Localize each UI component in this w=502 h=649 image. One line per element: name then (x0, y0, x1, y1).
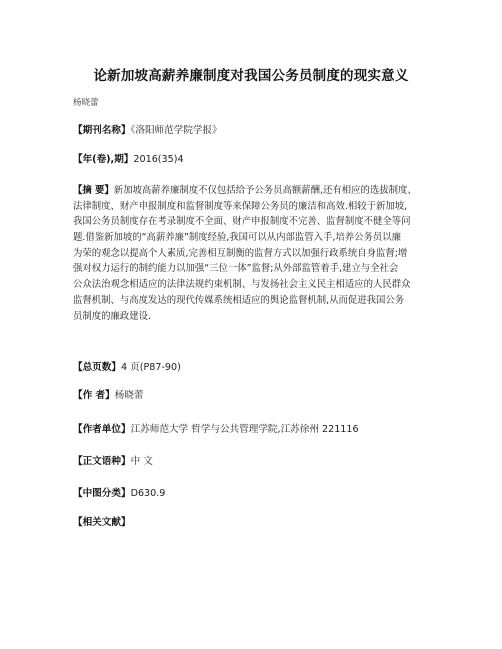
language-value: 中 文 (130, 456, 153, 467)
year-issue-value: 2016(35)4 (133, 154, 184, 165)
abstract-line (73, 183, 435, 199)
abstract-label: 【摘 要】 (73, 185, 114, 196)
clc-value: D630.9 (130, 488, 166, 499)
clc-field (73, 487, 433, 501)
year-issue-field (73, 153, 433, 167)
document-title: 论新加坡高薪养廉制度对我国公务员制度的现实意义 (93, 68, 409, 84)
author-label: 【作 者】 (73, 390, 115, 401)
journal-field (73, 124, 433, 138)
pages-value: 4 页(P87-90) (120, 362, 181, 373)
journal-value: 《洛阳师范学院学报》 (130, 125, 222, 136)
abstract-line: 员制度的廉政建设. (73, 310, 151, 322)
abstract-line: 我国公务员制度存在考录制度不全面、财产申报制度不完善、监督制度不健全等问 (73, 216, 411, 228)
abstract-line: 法律制度、财产申报制度和监督制度等来保障公务员的廉洁和高效.相较于新加坡, (73, 200, 408, 212)
language-field (73, 455, 433, 469)
author-field (73, 389, 433, 403)
abstract-line: 强对权力运行的制约能力以加强“三位一体”监督;从外部监管着手,建立与全社会 (73, 263, 399, 275)
abstract-line: 监督机制、与高度发达的现代传媒系统相适应的舆论监督机制,从而促进我国公务 (73, 294, 405, 306)
abstract-line: 公众法治观念相适应的法律法规约束机制、与发扬社会主义民主相适应的人民群众 (73, 279, 411, 291)
pages-field (73, 361, 433, 375)
affiliation-field (73, 423, 433, 437)
language-label: 【正文语种】 (73, 456, 131, 467)
related-field (73, 516, 433, 530)
affiliation-label: 【作者单位】 (73, 424, 131, 435)
author-byline: 杨晓蕾 (73, 98, 99, 108)
affiliation-value: 江苏师范大学 哲学与公共管理学院,江苏徐州 221116 (130, 424, 359, 435)
pages-label: 【总页数】 (73, 362, 121, 373)
abstract-line-text: 新加坡高薪养廉制度不仅包括给予公务员高额薪酬,还有相应的选拔制度、 (113, 185, 417, 196)
abstract-block (73, 183, 435, 324)
abstract-line: 题.借鉴新加坡的“高薪养廉”制度经验,我国可以从内部监管入手,培养公务员以廉 (73, 232, 402, 244)
related-label: 【相关文献】 (73, 517, 131, 528)
clc-label: 【中图分类】 (73, 488, 131, 499)
journal-label: 【期刊名称】 (73, 125, 131, 136)
abstract-line: 为荣的观念以提高个人素质,完善相互制衡的监督方式以加强行政系统自身监督;增 (73, 247, 408, 259)
year-issue-label: 【年(卷),期】 (73, 154, 134, 165)
author-value: 杨晓蕾 (114, 390, 144, 401)
